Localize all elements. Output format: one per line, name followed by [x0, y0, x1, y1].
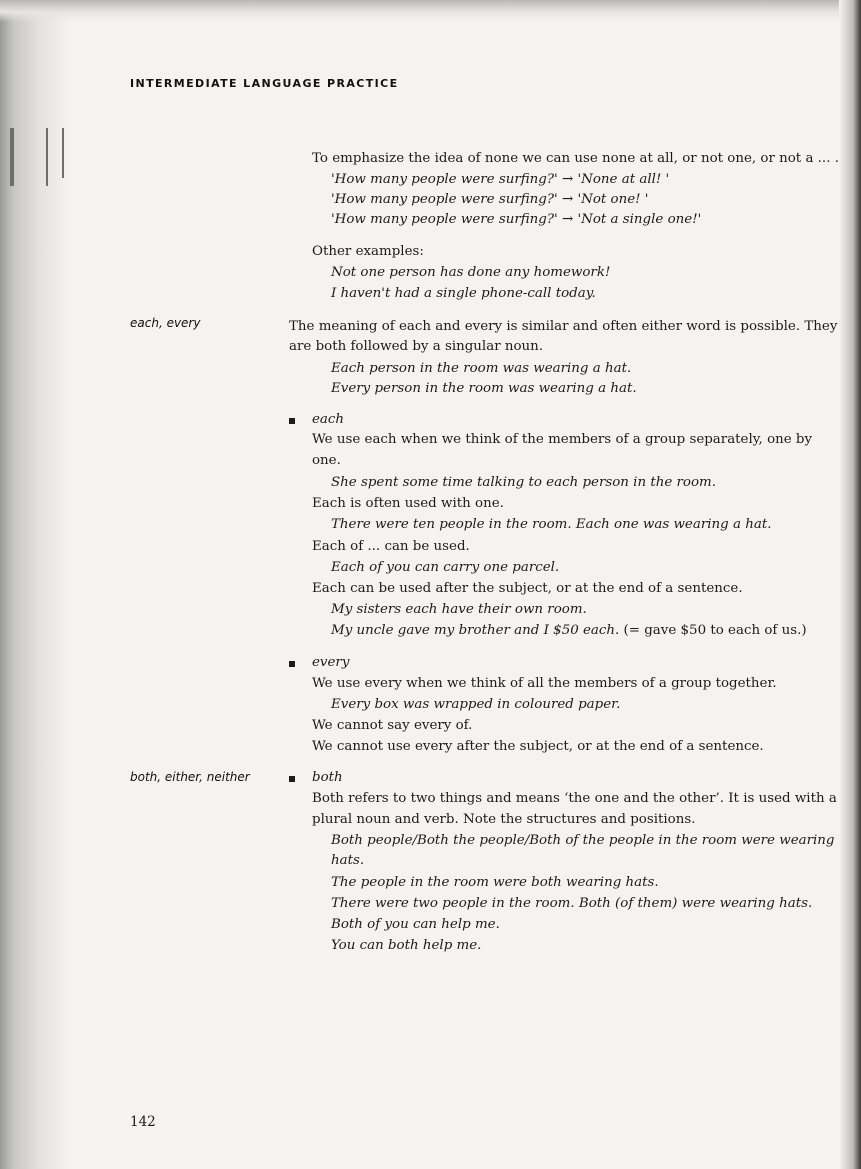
example-line: 'How many people were surfing?' → 'Not a single one!' [331, 212, 702, 227]
example-line: Every person in the room was wearing a hat. [331, 381, 637, 396]
example-line: You can both help me. [331, 938, 482, 953]
paragraph-line: The meaning of each and every is similar and often either word is possible. They [289, 319, 838, 334]
paragraph-line: are both followed by a singular noun. [289, 339, 544, 354]
example-line: There were ten people in the room. Each one was wearing a hat. [331, 517, 772, 532]
paragraph-line: Each is often used with one. [312, 496, 504, 511]
paragraph-line: We cannot use every after the subject, or at the end of a sentence. [312, 739, 764, 754]
paragraph-line: We use each when we think of the members of a group separately, one by [312, 432, 813, 447]
running-head: INTERMEDIATE LANGUAGE PRACTICE [130, 77, 399, 90]
example-line: There were two people in the room. Both (of them) were wearing hats. [331, 896, 813, 911]
example-line: The people in the room were both wearing hats. [331, 875, 659, 890]
subheading: both [312, 770, 343, 785]
example-line: 'How many people were surfing?' → 'None at all! ' [331, 172, 670, 187]
binding-mark [46, 128, 48, 186]
paragraph-line: To emphasize the idea of none we can use none at all, or not one, or not a ... . [312, 151, 839, 166]
section-label-both-either-neither: both, either, neither [130, 770, 250, 784]
section-label-each-every: each, every [130, 316, 201, 330]
bullet-marker [289, 776, 295, 782]
paragraph-line: Each can be used after the subject, or at the end of a sentence. [312, 581, 743, 596]
subheading: each [312, 412, 345, 427]
bullet-marker [289, 661, 295, 667]
example-text: My uncle gave my brother and I $50 each. [331, 623, 620, 638]
paragraph-line: We cannot say every of. [312, 718, 473, 733]
example-line: Not one person has done any homework! [331, 265, 611, 280]
example-line: 'How many people were surfing?' → 'Not one! ' [331, 192, 649, 207]
example-line: Each of you can carry one parcel. [331, 560, 560, 575]
paragraph-line: We use every when we think of all the members of a group together. [312, 676, 777, 691]
example-line: hats. [331, 853, 365, 868]
paragraph-line: Both refers to two things and means ‘the one and the other’. It is used with a [312, 791, 837, 806]
example-line: Both people/Both the people/Both of the people in the room were wearing [331, 833, 835, 848]
subheading: every [312, 655, 350, 670]
page-edge-shadow-right [839, 0, 861, 1169]
example-line: My sisters each have their own room. [331, 602, 587, 617]
example-line: I haven't had a single phone-call today. [331, 286, 596, 301]
binding-mark [62, 128, 64, 178]
page-edge-shadow-top [0, 0, 861, 22]
paragraph-line: one. [312, 453, 341, 468]
page-number: 142 [130, 1114, 156, 1130]
example-line [331, 622, 807, 640]
example-line: Both of you can help me. [331, 917, 500, 932]
binding-mark [10, 128, 14, 186]
bullet-marker [289, 418, 295, 424]
paragraph-line: plural noun and verb. Note the structures and positions. [312, 812, 696, 827]
paragraph-line: Other examples: [312, 244, 424, 259]
example-line: Each person in the room was wearing a hat. [331, 361, 632, 376]
example-line: She spent some time talking to each person in the room. [331, 475, 716, 490]
example-gloss: (= gave $50 to each of us.) [619, 623, 807, 638]
example-line: Every box was wrapped in coloured paper. [331, 697, 621, 712]
paragraph-line: Each of ... can be used. [312, 539, 470, 554]
